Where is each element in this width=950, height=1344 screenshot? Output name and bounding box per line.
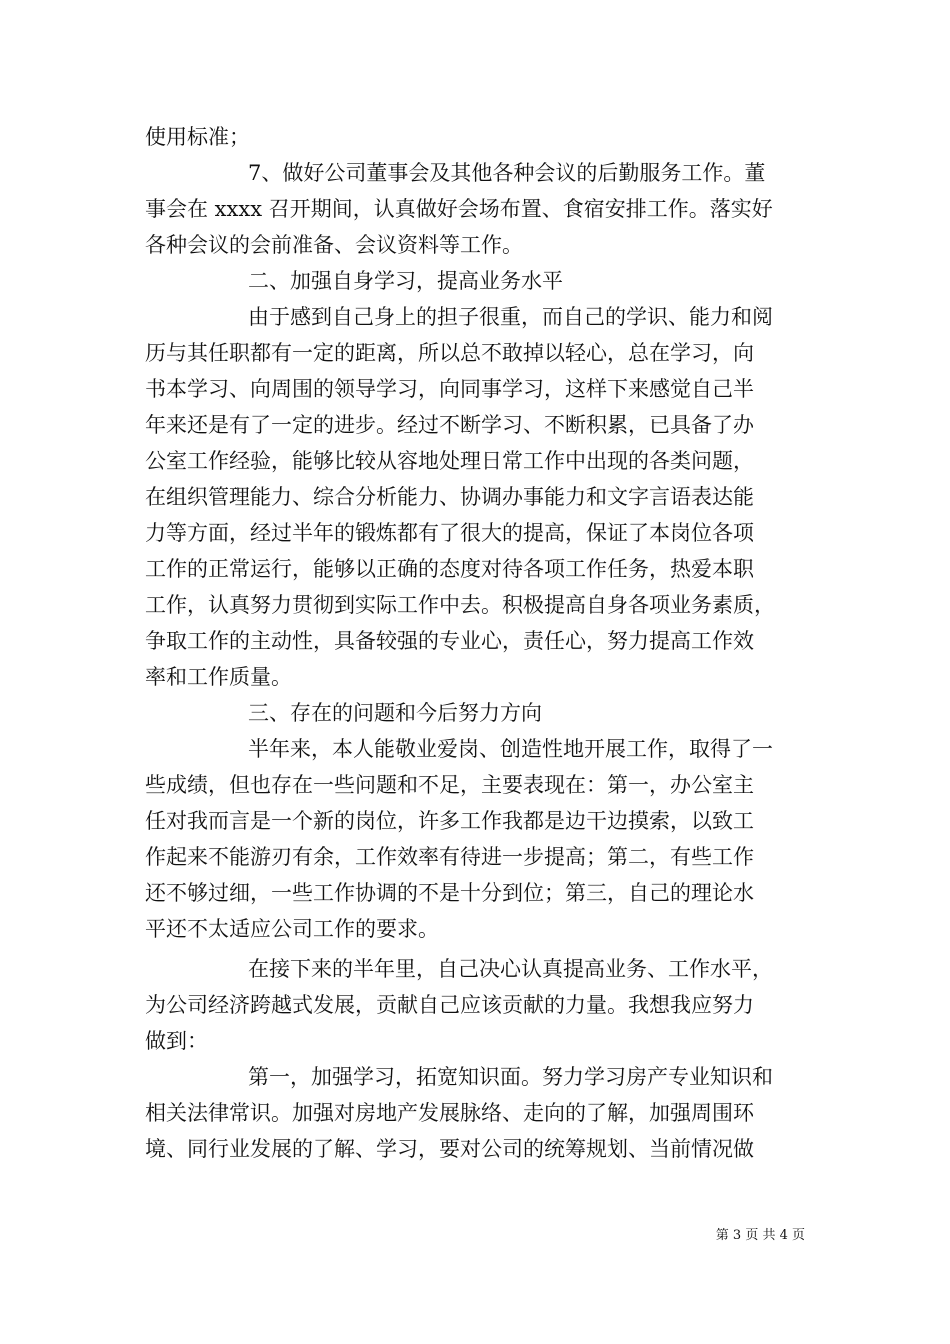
text-line: 在组织管理能力、综合分析能力、协调办事能力和文字言语表达能 xyxy=(145,485,754,509)
text-line: 书本学习、向周围的领导学习，向同事学习，这样下来感觉自己半 xyxy=(145,377,754,401)
section-heading: 二、加强自身学习，提高业务水平 xyxy=(248,269,563,293)
text-line: 作起来不能游刃有余，工作效率有待进一步提高；第二，有些工作 xyxy=(145,845,754,869)
text-line: 些成绩，但也存在一些问题和不足，主要表现在：第一，办公室主 xyxy=(145,773,754,797)
text-line: 任对我而言是一个新的岗位，许多工作我都是边干边摸索，以致工 xyxy=(145,809,754,833)
text-line: 在接下来的半年里，自己决心认真提高业务、工作水平， xyxy=(248,957,773,981)
text-line: 第一，加强学习，拓宽知识面。努力学习房产专业知识和 xyxy=(248,1065,773,1089)
text-line: 平还不太适应公司工作的要求。 xyxy=(145,917,439,941)
text-line: 为公司经济跨越式发展，贡献自己应该贡献的力量。我想我应努力 xyxy=(145,993,754,1017)
text-line: 力等方面，经过半年的锻炼都有了很大的提高，保证了本岗位各项 xyxy=(145,521,754,545)
text-line: 相关法律常识。加强对房地产发展脉络、走向的了解，加强周围环 xyxy=(145,1101,754,1125)
text-line: 半年来，本人能敬业爱岗、创造性地开展工作，取得了一 xyxy=(248,737,773,761)
text-line: 7、做好公司董事会及其他各种会议的后勤服务工作。董 xyxy=(248,161,766,185)
text-line: 境、同行业发展的了解、学习，要对公司的统筹规划、当前情况做 xyxy=(145,1137,754,1161)
text-line: 做到： xyxy=(145,1029,208,1053)
text-line: 各种会议的会前准备、会议资料等工作。 xyxy=(145,233,523,257)
page-number: 第 3 页 共 4 页 xyxy=(715,1228,805,1243)
text-line: 由于感到自己身上的担子很重，而自己的学识、能力和阅 xyxy=(248,305,773,329)
text-line: 公室工作经验，能够比较从容地处理日常工作中出现的各类问题， xyxy=(145,449,754,473)
text-line: 工作，认真努力贯彻到实际工作中去。积极提高自身各项业务素质， xyxy=(145,593,775,617)
text-line: 争取工作的主动性，具备较强的专业心，责任心，努力提高工作效 xyxy=(145,629,754,653)
text-line: 事会在 xxxx 召开期间，认真做好会场布置、食宿安排工作。落实好 xyxy=(145,197,773,221)
section-heading: 三、存在的问题和今后努力方向 xyxy=(248,701,542,725)
text-line: 历与其任职都有一定的距离，所以总不敢掉以轻心，总在学习，向 xyxy=(145,341,754,365)
text-line: 工作的正常运行，能够以正确的态度对待各项工作任务，热爱本职 xyxy=(145,557,754,581)
text-line: 还不够过细，一些工作协调的不是十分到位；第三，自己的理论水 xyxy=(145,881,754,905)
text-line: 使用标准； xyxy=(145,125,250,149)
text-line: 年来还是有了一定的进步。经过不断学习、不断积累，已具备了办 xyxy=(145,413,754,437)
text-line: 率和工作质量。 xyxy=(145,665,292,689)
